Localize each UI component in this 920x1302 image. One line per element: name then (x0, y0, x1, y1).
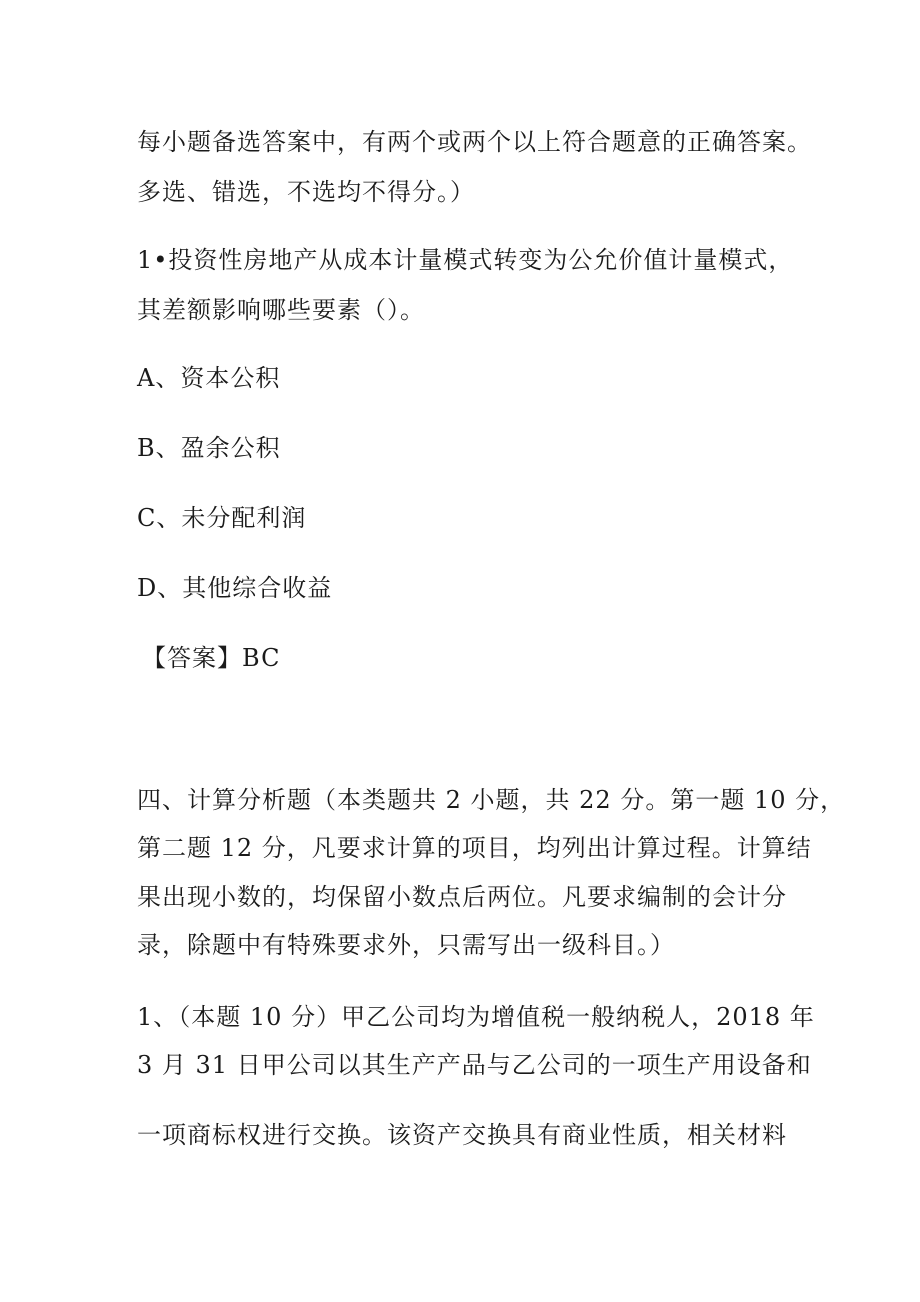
option-d: D、其他综合收益 (137, 574, 333, 602)
question-1-answer: 【答案】BC (142, 644, 281, 672)
question-1-stem-line-2: 其差额影响哪些要素（）。 (137, 296, 425, 324)
section-4-line-2: 第二题 12 分，凡要求计算的项目，均列出计算过程。计算结 (137, 834, 812, 862)
option-b: B、盈余公积 (137, 434, 281, 462)
section-4-line-3: 果出现小数的，均保留小数点后两位。凡要求编制的会计分 (137, 883, 787, 911)
section-4-line-4: 录，除题中有特殊要求外，只需写出一级科目。） (137, 931, 675, 959)
intro-text-line-2: 多选、错选，不选均不得分。） (137, 178, 475, 206)
calc-question-1-line-1: 1、（本题 10 分）甲乙公司均为增值税一般纳税人，2018 年 (137, 1003, 815, 1031)
intro-text-line-1: 每小题备选答案中，有两个或两个以上符合题意的正确答案。 (137, 128, 812, 156)
calc-question-1-line-2: 3 月 31 日甲公司以其生产产品与乙公司的一项生产用设备和 (137, 1051, 812, 1079)
option-c: C、未分配利润 (137, 504, 307, 532)
calc-question-1-line-3: 一项商标权进行交换。该资产交换具有商业性质，相关材料 (137, 1121, 787, 1149)
option-a: A、资本公积 (137, 364, 281, 392)
section-4-line-1: 四、计算分析题（本类题共 2 小题，共 22 分。第一题 10 分， (137, 786, 846, 814)
question-1-stem-line-1: 1•投资性房地产从成本计量模式转变为公允价值计量模式， (137, 246, 794, 274)
